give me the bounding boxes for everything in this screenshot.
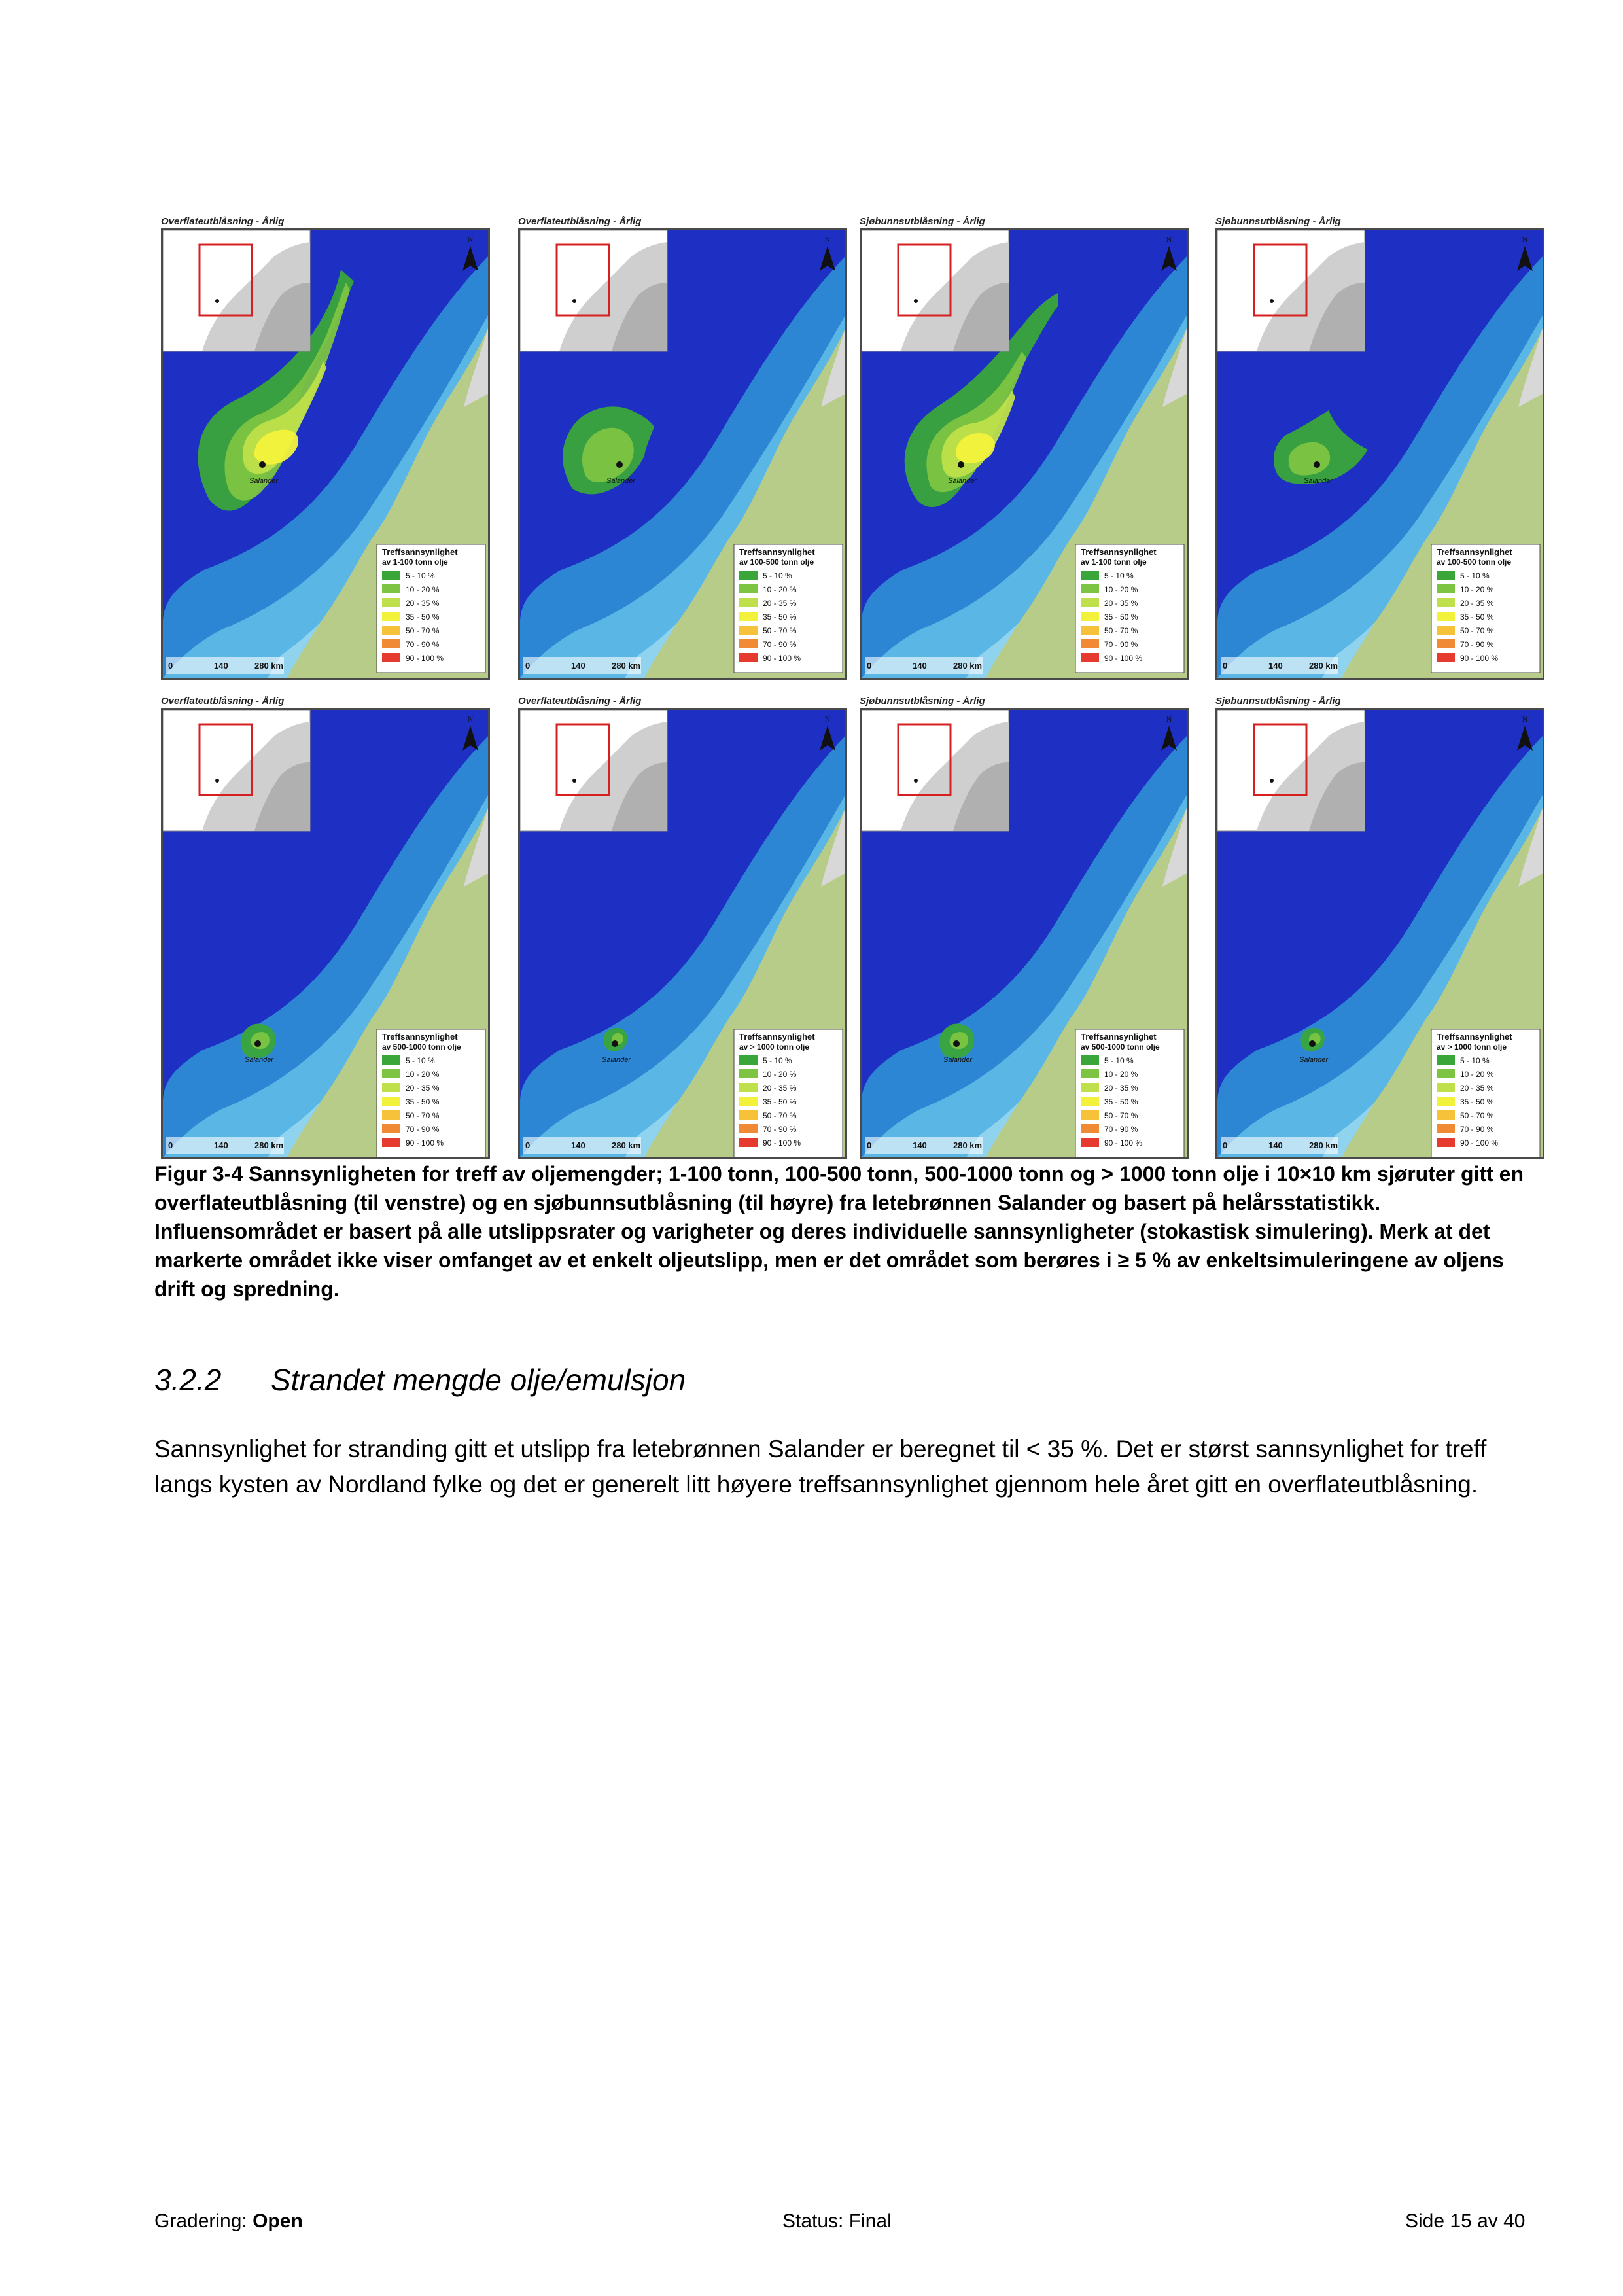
legend-label: 35 - 50 %: [1460, 1097, 1494, 1106]
legend-swatch: [739, 584, 758, 593]
legend-label: 35 - 50 %: [406, 612, 440, 622]
footer-status: Status: Final: [782, 2210, 892, 2232]
legend-subtitle: av 1-100 tonn olje: [1081, 557, 1147, 567]
well-marker: [254, 1040, 261, 1047]
legend-swatch: [1081, 1110, 1099, 1120]
scale-bar: [1221, 1137, 1338, 1154]
scale-bar: [865, 657, 983, 674]
legend: [734, 544, 843, 673]
legend-label: 70 - 90 %: [406, 640, 440, 649]
legend-label: 90 - 100 %: [1104, 654, 1143, 663]
section-number: 3.2.2: [154, 1363, 222, 1397]
well-label: Salander: [948, 477, 977, 485]
legend-label: 90 - 100 %: [406, 654, 444, 663]
legend-label: 50 - 70 %: [1460, 626, 1494, 635]
legend-title: Treffsannsynlighet: [739, 547, 815, 557]
legend-swatch: [1081, 571, 1099, 580]
section-heading: [154, 1362, 686, 1398]
legend-swatch: [1437, 653, 1455, 662]
legend-label: 5 - 10 %: [406, 1056, 435, 1065]
legend-swatch: [1437, 1138, 1455, 1147]
scale-label: 280 km: [612, 661, 641, 671]
scale-bar: [523, 657, 641, 674]
legend-swatch: [1437, 571, 1455, 580]
legend-swatch: [739, 612, 758, 621]
legend-swatch: [739, 1055, 758, 1065]
scale-label: 140: [214, 661, 228, 671]
legend-label: 90 - 100 %: [763, 1139, 801, 1148]
legend-swatch: [382, 639, 400, 648]
legend-subtitle: av 500-1000 tonn olje: [1081, 1042, 1160, 1051]
legend-swatch: [382, 612, 400, 621]
figure-caption-text: Figur 3-4 Sannsynligheten for treff av oljemengder; 1-100 tonn, 100-500 tonn, 500-1000 tonn og > 1000 tonn olje i 10×10 km sjøruter gitt en overflateutblåsning (til venstre) og en sjøbunnsutblåsning (til høyre) fra letebrønnen Salander og basert på helårsstatistikk. Influensområdet er basert på alle utslippsrater og varigheter og deres individuelle sannsynligheter (stokastisk simulering). Merk at det markerte området ikke viser omfanget av et enkelt oljeutslipp, men er det området som berøres i ≥ 5 % av enkeltsimuleringene av oljens drift og spredning.: [154, 1162, 1524, 1301]
scale-bar: [166, 657, 284, 674]
well-marker: [958, 461, 964, 468]
well-label: Salander: [602, 1056, 631, 1064]
north-label: N: [824, 235, 831, 244]
well-marker: [1314, 461, 1320, 468]
oil-probability-map: [161, 708, 490, 1159]
legend-subtitle: av > 1000 tonn olje: [1437, 1042, 1507, 1051]
inset-well-dot: [215, 299, 219, 303]
legend-label: 70 - 90 %: [406, 1125, 440, 1134]
well-marker: [616, 461, 623, 468]
legend-swatch: [1081, 1124, 1099, 1133]
legend-swatch: [1437, 598, 1455, 607]
legend-swatch: [739, 626, 758, 635]
legend-title: Treffsannsynlighet: [1081, 1032, 1157, 1042]
scale-bar: [1221, 657, 1338, 674]
footer-grading-label: Gradering:: [154, 2210, 247, 2232]
oil-probability-map: [518, 708, 847, 1159]
legend-label: 50 - 70 %: [406, 1111, 440, 1120]
north-label: N: [1522, 715, 1528, 724]
inset-well-dot: [572, 779, 576, 783]
oil-probability-map: [1215, 228, 1544, 680]
scale-label: 0: [1223, 661, 1228, 671]
legend: [377, 1029, 485, 1157]
legend-label: 70 - 90 %: [763, 640, 797, 649]
legend-swatch: [1081, 626, 1099, 635]
oil-probability-map: [860, 228, 1189, 680]
scale-label: 0: [525, 1140, 531, 1150]
legend-swatch: [1081, 1069, 1099, 1078]
scale-label: 140: [1268, 661, 1283, 671]
legend-swatch: [382, 653, 400, 662]
legend-swatch: [1081, 584, 1099, 593]
legend-swatch: [382, 1055, 400, 1065]
north-label: N: [824, 715, 831, 724]
scale-label: 0: [168, 661, 173, 671]
well-label: Salander: [249, 477, 279, 485]
map-title: Sjøbunnsutblåsning - Årlig: [860, 216, 985, 227]
scale-label: 140: [571, 661, 585, 671]
scale-label: 140: [913, 1140, 927, 1150]
legend-label: 20 - 35 %: [763, 1084, 797, 1093]
scale-label: 0: [1223, 1140, 1228, 1150]
legend-label: 5 - 10 %: [1460, 571, 1490, 580]
legend-label: 35 - 50 %: [763, 612, 797, 622]
legend-label: 90 - 100 %: [1460, 1139, 1499, 1148]
legend-swatch: [1437, 1097, 1455, 1106]
legend-label: 20 - 35 %: [1104, 599, 1138, 608]
legend-subtitle: av 100-500 tonn olje: [739, 557, 814, 567]
north-label: N: [1166, 715, 1172, 724]
legend-label: 70 - 90 %: [1460, 1125, 1494, 1134]
oil-probability-map: [161, 228, 490, 680]
legend-label: 10 - 20 %: [1460, 1070, 1494, 1079]
map-title: Sjøbunnsutblåsning - Årlig: [860, 696, 985, 707]
scale-label: 140: [214, 1140, 228, 1150]
legend-swatch: [1437, 584, 1455, 593]
inset-well-dot: [572, 299, 576, 303]
legend-title: Treffsannsynlighet: [382, 547, 458, 557]
legend-swatch: [1437, 1083, 1455, 1092]
legend-label: 20 - 35 %: [1460, 599, 1494, 608]
legend-label: 10 - 20 %: [763, 1070, 797, 1079]
legend-swatch: [1081, 1138, 1099, 1147]
legend-swatch: [382, 1124, 400, 1133]
legend-label: 50 - 70 %: [763, 626, 797, 635]
scale-bar: [523, 1137, 641, 1154]
well-marker: [1309, 1040, 1316, 1047]
legend-swatch: [1081, 1055, 1099, 1065]
legend-title: Treffsannsynlighet: [1081, 547, 1157, 557]
scale-label: 280 km: [254, 1140, 284, 1150]
map-title: Overflateutblåsning - Årlig: [518, 216, 642, 227]
scale-label: 0: [525, 661, 531, 671]
oil-probability-map: [1215, 708, 1544, 1159]
legend-title: Treffsannsynlighet: [1437, 547, 1512, 557]
legend: [734, 1029, 843, 1157]
scale-label: 280 km: [1309, 1140, 1338, 1150]
map-title: Overflateutblåsning - Årlig: [518, 696, 642, 707]
legend-swatch: [382, 584, 400, 593]
legend-swatch: [1081, 612, 1099, 621]
inset-well-dot: [215, 779, 219, 783]
legend-label: 90 - 100 %: [406, 1139, 444, 1148]
legend-title: Treffsannsynlighet: [382, 1032, 458, 1042]
legend-label: 10 - 20 %: [763, 585, 797, 594]
legend-label: 20 - 35 %: [406, 1084, 440, 1093]
legend-subtitle: av > 1000 tonn olje: [739, 1042, 810, 1051]
well-label: Salander: [245, 1056, 274, 1064]
legend: [1431, 544, 1540, 673]
scale-label: 280 km: [1309, 661, 1338, 671]
legend-label: 35 - 50 %: [1104, 612, 1138, 622]
legend-swatch: [1081, 1097, 1099, 1106]
legend: [1431, 1029, 1540, 1157]
inset-well-dot: [914, 299, 918, 303]
legend-swatch: [1437, 1110, 1455, 1120]
legend-label: 70 - 90 %: [1104, 1125, 1138, 1134]
legend: [1075, 544, 1184, 673]
scale-bar: [865, 1137, 983, 1154]
legend-label: 10 - 20 %: [1460, 585, 1494, 594]
inset-well-dot: [1270, 299, 1274, 303]
legend-swatch: [739, 1069, 758, 1078]
well-marker: [612, 1040, 618, 1047]
legend-label: 90 - 100 %: [1104, 1139, 1143, 1148]
legend-swatch: [1081, 598, 1099, 607]
north-label: N: [1166, 235, 1172, 244]
legend-label: 5 - 10 %: [1104, 1056, 1134, 1065]
scale-label: 0: [168, 1140, 173, 1150]
legend-label: 50 - 70 %: [1104, 1111, 1138, 1120]
legend-swatch: [739, 1124, 758, 1133]
inset-well-dot: [1270, 779, 1274, 783]
legend-title: Treffsannsynlighet: [1437, 1032, 1512, 1042]
scale-label: 0: [867, 661, 872, 671]
legend-swatch: [382, 571, 400, 580]
scale-bar: [166, 1137, 284, 1154]
legend-label: 70 - 90 %: [763, 1125, 797, 1134]
legend-swatch: [739, 1083, 758, 1092]
legend: [377, 544, 485, 673]
legend-label: 10 - 20 %: [406, 1070, 440, 1079]
scale-label: 140: [913, 661, 927, 671]
scale-label: 280 km: [254, 661, 284, 671]
oil-probability-map: [860, 708, 1189, 1159]
legend-label: 90 - 100 %: [1460, 654, 1499, 663]
north-label: N: [467, 715, 474, 724]
legend-subtitle: av 100-500 tonn olje: [1437, 557, 1512, 567]
north-label: N: [467, 235, 474, 244]
map-title: Overflateutblåsning - Årlig: [161, 696, 285, 707]
legend-swatch: [1081, 639, 1099, 648]
legend-label: 35 - 50 %: [763, 1097, 797, 1106]
legend-label: 20 - 35 %: [1104, 1084, 1138, 1093]
legend-swatch: [739, 639, 758, 648]
legend: [1075, 1029, 1184, 1157]
legend-label: 5 - 10 %: [763, 1056, 792, 1065]
legend-label: 50 - 70 %: [1104, 626, 1138, 635]
footer-grading: [154, 2210, 303, 2233]
legend-swatch: [1437, 1069, 1455, 1078]
legend-swatch: [1437, 612, 1455, 621]
legend-swatch: [739, 598, 758, 607]
scale-label: 280 km: [953, 1140, 983, 1150]
legend-swatch: [739, 1097, 758, 1106]
scale-label: 140: [571, 1140, 585, 1150]
legend-label: 70 - 90 %: [1104, 640, 1138, 649]
legend-label: 5 - 10 %: [406, 571, 435, 580]
legend-swatch: [1437, 1055, 1455, 1065]
scale-label: 280 km: [612, 1140, 641, 1150]
legend-swatch: [382, 626, 400, 635]
legend-label: 35 - 50 %: [406, 1097, 440, 1106]
legend-swatch: [382, 598, 400, 607]
legend-label: 10 - 20 %: [1104, 585, 1138, 594]
legend-label: 5 - 10 %: [1104, 571, 1134, 580]
legend-swatch: [1437, 639, 1455, 648]
footer-grading-value: Open: [253, 2210, 303, 2232]
scale-label: 0: [867, 1140, 872, 1150]
well-marker: [259, 461, 266, 468]
legend-swatch: [382, 1083, 400, 1092]
legend-label: 35 - 50 %: [1104, 1097, 1138, 1106]
legend-title: Treffsannsynlighet: [739, 1032, 815, 1042]
legend-label: 90 - 100 %: [763, 654, 801, 663]
section-title: Strandet mengde olje/emulsjon: [271, 1363, 686, 1397]
legend-swatch: [739, 571, 758, 580]
well-label: Salander: [943, 1056, 973, 1064]
legend-subtitle: av 1-100 tonn olje: [382, 557, 448, 567]
map-title: Sjøbunnsutblåsning - Årlig: [1215, 696, 1341, 707]
legend-swatch: [739, 1110, 758, 1120]
legend-label: 70 - 90 %: [1460, 640, 1494, 649]
legend-label: 10 - 20 %: [1104, 1070, 1138, 1079]
section-body: Sannsynlighet for stranding gitt et utslipp fra letebrønnen Salander er beregnet til < 35 %. Det er størst sannsynlighet for treff langs kysten av Nordland fylke og det er generelt litt høyere treffsannsynlighet gjennom hele året gitt en overflateutblåsning.: [154, 1436, 1487, 1498]
footer-page-number: Side 15 av 40: [1405, 2210, 1526, 2232]
legend-label: 10 - 20 %: [406, 585, 440, 594]
well-marker: [953, 1040, 960, 1047]
legend-swatch: [382, 1069, 400, 1078]
legend-label: 5 - 10 %: [763, 571, 792, 580]
legend-label: 50 - 70 %: [406, 626, 440, 635]
legend-swatch: [1081, 653, 1099, 662]
legend-label: 20 - 35 %: [1460, 1084, 1494, 1093]
map-title: Overflateutblåsning - Årlig: [161, 216, 285, 227]
legend-swatch: [1081, 1083, 1099, 1092]
well-label: Salander: [1304, 477, 1333, 485]
legend-label: 50 - 70 %: [1460, 1111, 1494, 1120]
north-label: N: [1522, 235, 1528, 244]
legend-label: 20 - 35 %: [763, 599, 797, 608]
legend-label: 35 - 50 %: [1460, 612, 1494, 622]
well-label: Salander: [606, 477, 636, 485]
legend-swatch: [739, 653, 758, 662]
legend-swatch: [382, 1097, 400, 1106]
well-label: Salander: [1299, 1056, 1329, 1064]
legend-swatch: [1437, 626, 1455, 635]
legend-swatch: [739, 1138, 758, 1147]
legend-label: 50 - 70 %: [763, 1111, 797, 1120]
scale-label: 280 km: [953, 661, 983, 671]
figure-caption: [154, 1159, 1541, 1303]
legend-subtitle: av 500-1000 tonn olje: [382, 1042, 461, 1051]
legend-swatch: [382, 1110, 400, 1120]
legend-swatch: [1437, 1124, 1455, 1133]
oil-probability-map: [518, 228, 847, 680]
inset-well-dot: [914, 779, 918, 783]
legend-swatch: [382, 1138, 400, 1147]
legend-label: 20 - 35 %: [406, 599, 440, 608]
map-title: Sjøbunnsutblåsning - Årlig: [1215, 216, 1341, 227]
scale-label: 140: [1268, 1140, 1283, 1150]
legend-label: 5 - 10 %: [1460, 1056, 1490, 1065]
